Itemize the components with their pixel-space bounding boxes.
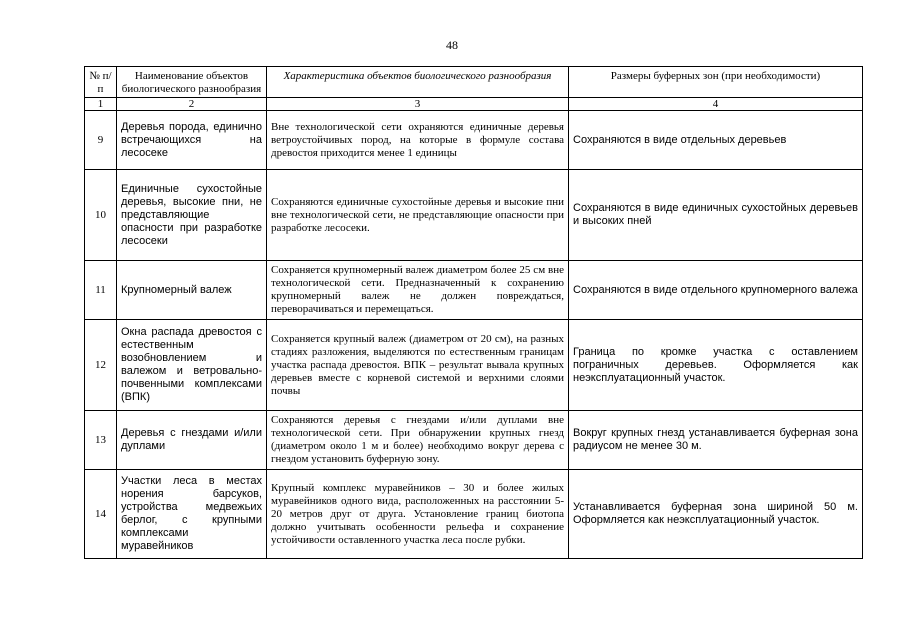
buffer-zone-size: Сохраняются в виде отдельных деревьев — [569, 111, 863, 170]
object-name: Участки леса в местах норения барсуков, устройства медвежьих берлог, с крупными комплексами муравейников — [117, 470, 267, 559]
object-description: Сохраняются единичные сухостойные деревья и высокие пни вне технологической сети, не представляющие опасности при разработке лесосеки. — [267, 170, 569, 261]
row-number: 9 — [85, 111, 117, 170]
table-row — [85, 170, 863, 261]
page-number: 48 — [446, 38, 458, 52]
buffer-zone-size: Вокруг крупных гнезд устанавливается буферная зона радиусом не менее 30 м. — [569, 411, 863, 470]
buffer-zone-size: Сохраняются в виде единичных сухостойных деревьев и высоких пней — [569, 170, 863, 261]
header-description: Характеристика объектов биологического разнообразия — [267, 67, 569, 98]
object-name: Деревья порода, единично встречающихся на лесосеке — [117, 111, 267, 170]
buffer-zone-size: Устанавливается буферная зона шириной 50 м. Оформляется как неэксплуатационный участок. — [569, 470, 863, 559]
row-number: 14 — [85, 470, 117, 559]
column-index-cell: 2 — [117, 98, 267, 111]
header-row — [85, 67, 863, 98]
table-row — [85, 111, 863, 170]
biodiversity-objects-table — [84, 66, 863, 559]
object-description: Вне технологической сети охраняются единичные деревья ветроустойчивых пород, на которые в формуле состава древостоя приходится менее 1 единицы — [267, 111, 569, 170]
object-description: Сохраняется крупномерный валеж диаметром более 25 см вне технологической сети. Предназначенный к сохранению крупномерный валеж не должен повреждаться, переворачиваться и перемещаться. — [267, 261, 569, 320]
row-number: 13 — [85, 411, 117, 470]
header-num: № п/п — [85, 67, 117, 98]
header-buffer-zone: Размеры буферных зон (при необходимости) — [569, 67, 863, 98]
column-index-cell: 4 — [569, 98, 863, 111]
object-name: Окна распада древостоя с естественным возобновлением и валежом и ветровально-почвенными комплексами (ВПК) — [117, 320, 267, 411]
column-index-cell: 3 — [267, 98, 569, 111]
table-row — [85, 320, 863, 411]
header-name: Наименование объектов биологического разнообразия — [117, 67, 267, 98]
table-row — [85, 411, 863, 470]
buffer-zone-size: Сохраняются в виде отдельного крупномерного валежа — [569, 261, 863, 320]
column-index-cell: 1 — [85, 98, 117, 111]
row-number: 10 — [85, 170, 117, 261]
table-row — [85, 470, 863, 559]
table-row — [85, 261, 863, 320]
object-name: Крупномерный валеж — [117, 261, 267, 320]
column-index-row — [85, 98, 863, 111]
object-description: Сохраняются деревья с гнездами и/или дуплами вне технологической сети. При обнаружении крупных гнезд (диаметром около 1 м и более) необходимо вокруг дерева с гнездом установить буферную зону. — [267, 411, 569, 470]
buffer-zone-size: Граница по кромке участка с оставлением пограничных деревьев. Оформляется как неэксплуатационный участок. — [569, 320, 863, 411]
object-name: Деревья с гнездами и/или дуплами — [117, 411, 267, 470]
row-number: 11 — [85, 261, 117, 320]
object-name: Единичные сухостойные деревья, высокие пни, не представляющие опасности при разработке лесосеки — [117, 170, 267, 261]
row-number: 12 — [85, 320, 117, 411]
object-description: Сохраняется крупный валеж (диаметром от 20 см), на разных стадиях разложения, выделяются по естественным границам участка распада древостоя. ВПК – результат вывала крупных деревьев вместе с корневой системой и верхними слоями почвы — [267, 320, 569, 411]
object-description: Крупный комплекс муравейников – 30 и более жилых муравейников одного вида, расположенных на расстоянии 5-20 метров друг от друга. Установление границ биотопа должно учитывать особенности рельефа и сохранение устойчивости оставленного участка леса после рубки. — [267, 470, 569, 559]
